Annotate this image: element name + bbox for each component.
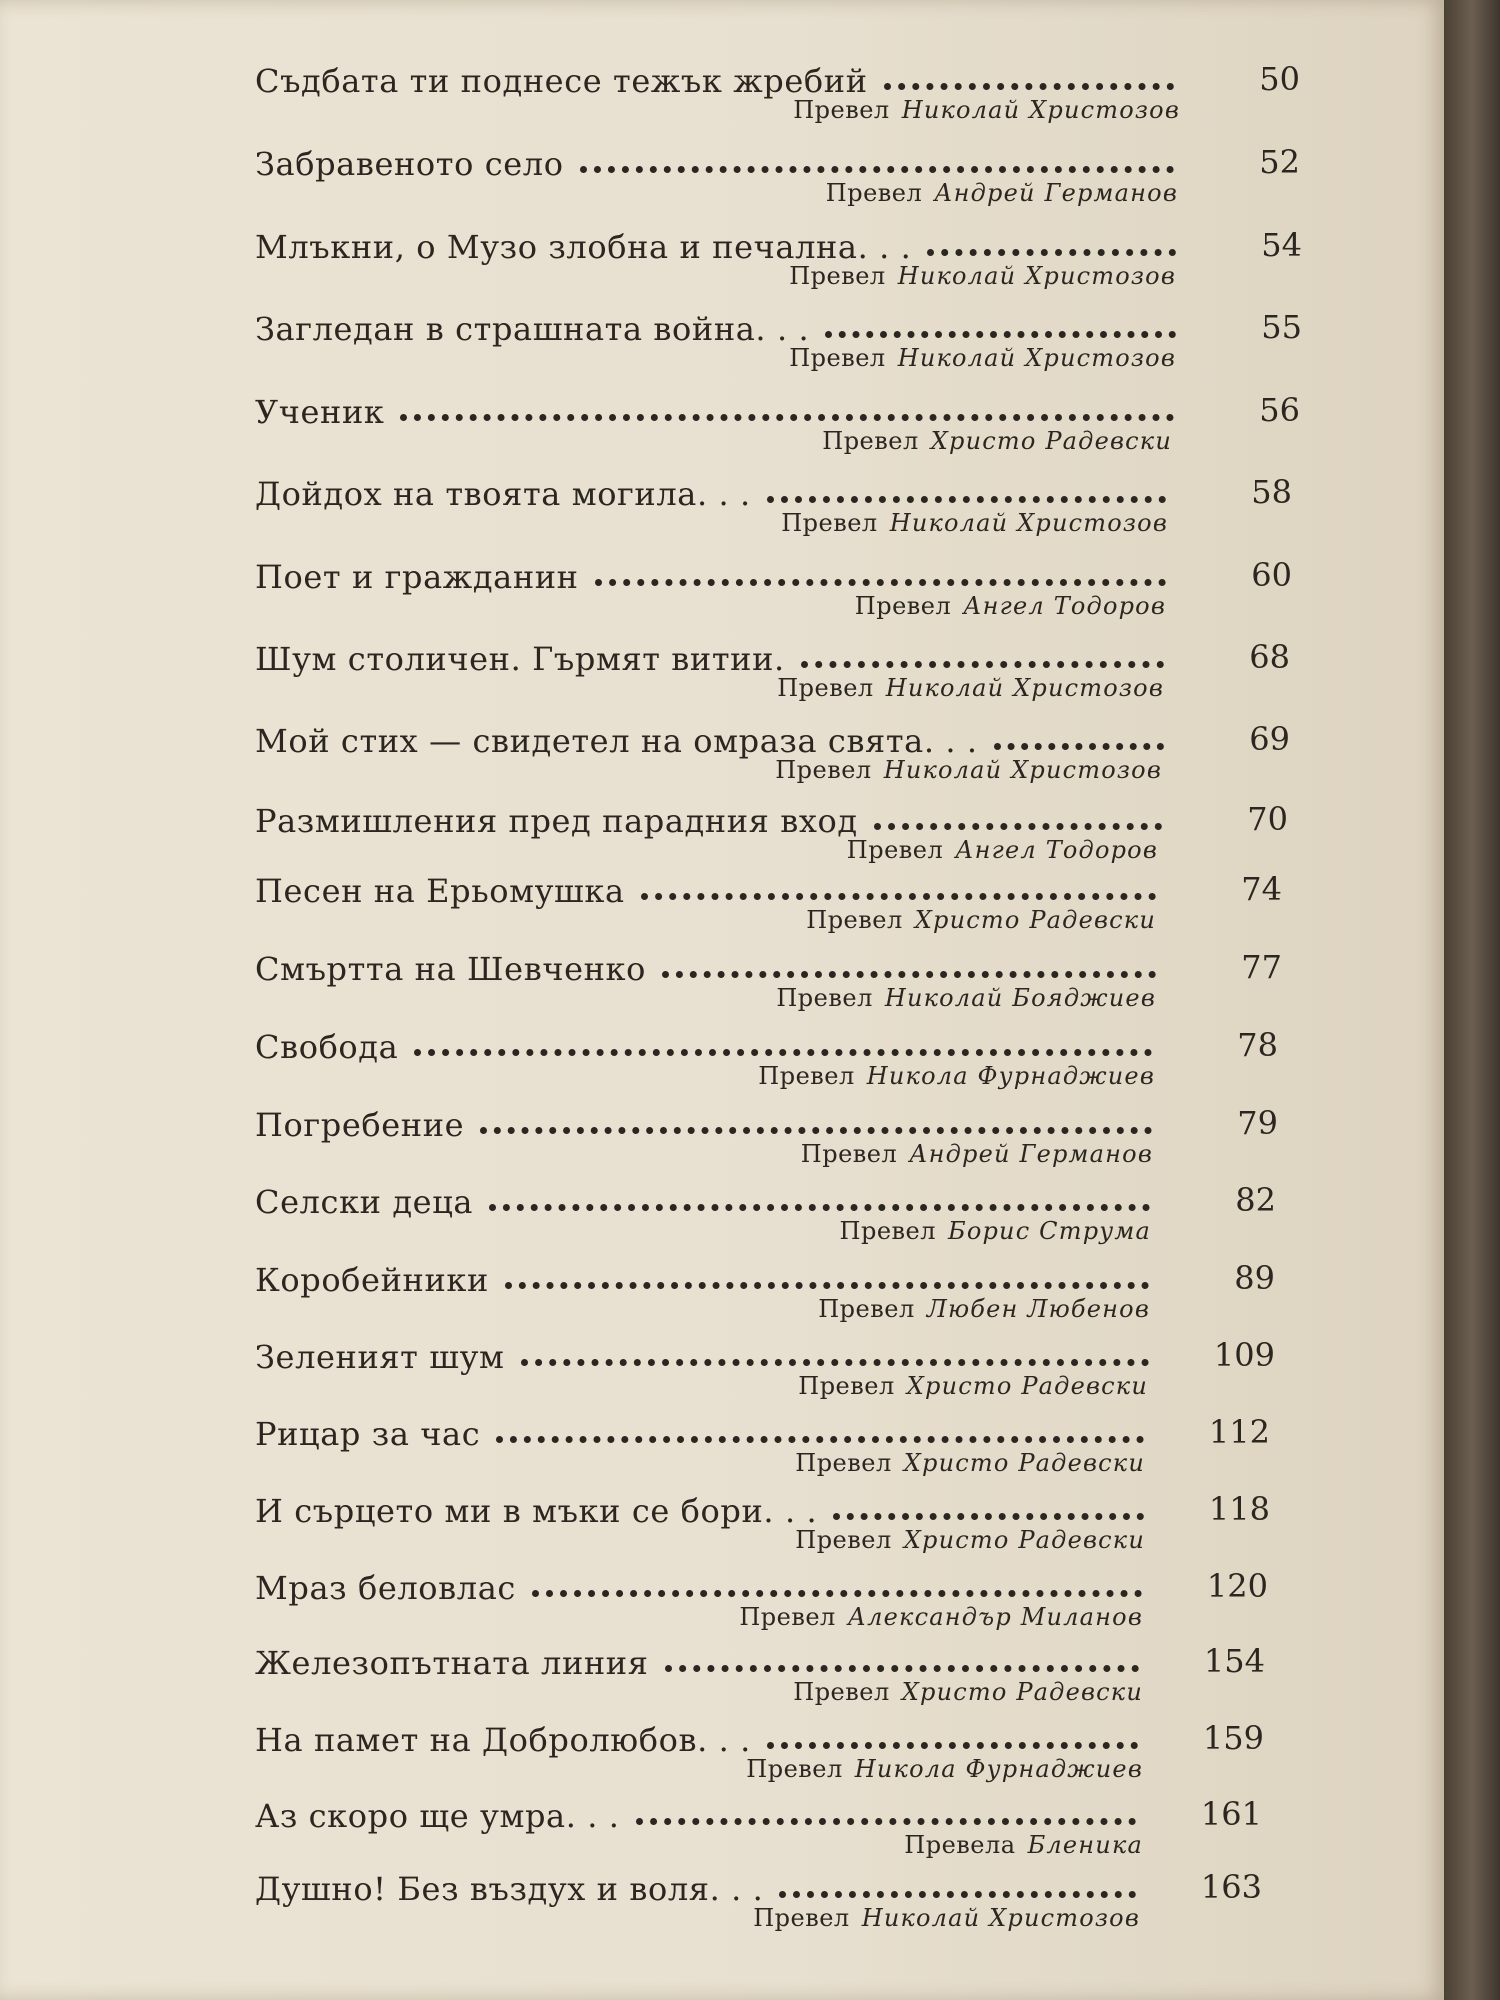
translator-credit bbox=[801, 1140, 1153, 1168]
toc-entry bbox=[0, 1249, 1444, 1329]
toc-entry bbox=[0, 790, 1444, 870]
translator-label: Превел bbox=[793, 96, 890, 124]
toc-entry bbox=[0, 381, 1444, 461]
page-number: 82 bbox=[1235, 1181, 1276, 1219]
translator-credit bbox=[806, 906, 1156, 934]
toc-entry-row bbox=[255, 1632, 1155, 1682]
toc-entry bbox=[0, 1557, 1444, 1637]
page-number: 74 bbox=[1241, 870, 1282, 908]
toc-entry bbox=[0, 216, 1444, 296]
translator-credit bbox=[746, 1755, 1143, 1783]
toc-entry bbox=[0, 133, 1444, 213]
toc-entry-row bbox=[255, 546, 1182, 596]
page-number: 60 bbox=[1251, 556, 1292, 594]
dot-leader bbox=[665, 1657, 1139, 1672]
dot-leader bbox=[505, 1274, 1149, 1289]
translator-label: Превел bbox=[789, 344, 886, 372]
page-number: 161 bbox=[1200, 1795, 1262, 1833]
toc-entry-row bbox=[255, 1557, 1158, 1607]
entry-title: Загледан в страшната война. . . bbox=[255, 310, 810, 348]
toc-entry bbox=[0, 1858, 1444, 1938]
translator-credit bbox=[789, 344, 1176, 372]
translator-name: Николай Бояджиев bbox=[884, 984, 1156, 1012]
entry-title: Коробейники bbox=[255, 1261, 489, 1299]
translator-label: Превел bbox=[746, 1755, 843, 1783]
translator-credit bbox=[776, 984, 1156, 1012]
entry-title: Забравеното село bbox=[255, 145, 564, 183]
entry-title: Дойдох на твоята могила. . . bbox=[255, 475, 751, 513]
translator-name: Бленика bbox=[1027, 1831, 1143, 1859]
toc-entry-row bbox=[255, 216, 1192, 266]
entry-title: Железопътната линия bbox=[255, 1644, 649, 1682]
translator-label: Превел bbox=[846, 836, 944, 864]
toc-entry-row bbox=[255, 1480, 1160, 1530]
toc-entry bbox=[0, 1632, 1444, 1712]
translator-name: Николай Христозов bbox=[861, 1904, 1140, 1932]
translator-credit bbox=[789, 262, 1176, 290]
dot-leader bbox=[521, 1351, 1149, 1366]
entry-title: Мраз беловлас bbox=[255, 1569, 516, 1607]
entry-title: Мой стих — свидетел на омраза свята. . . bbox=[255, 722, 978, 760]
toc-entry bbox=[0, 1403, 1444, 1483]
dot-leader bbox=[994, 735, 1164, 750]
toc-entry-row bbox=[255, 1785, 1152, 1835]
translator-credit bbox=[739, 1603, 1143, 1631]
toc-entry bbox=[0, 1785, 1444, 1865]
dot-leader bbox=[927, 241, 1176, 256]
toc-entry bbox=[0, 1171, 1444, 1251]
translator-name: Христо Радевски bbox=[903, 1526, 1145, 1554]
toc-entry-row bbox=[255, 1249, 1165, 1299]
dot-leader bbox=[636, 1810, 1136, 1825]
dot-leader bbox=[662, 963, 1156, 978]
translator-name: Николай Христозов bbox=[901, 96, 1180, 124]
entry-title: Рицар за час bbox=[255, 1415, 481, 1453]
toc-entry bbox=[0, 1094, 1444, 1174]
entry-title: Съдбата ти поднесе тежък жребий bbox=[255, 62, 868, 100]
dot-leader bbox=[884, 75, 1174, 90]
toc-entry bbox=[0, 546, 1444, 626]
dot-leader bbox=[779, 1883, 1136, 1898]
dot-leader bbox=[801, 653, 1164, 668]
entry-title: Душно! Без въздух и воля. . . bbox=[255, 1870, 764, 1908]
dot-leader bbox=[833, 1505, 1144, 1520]
translator-credit bbox=[753, 1904, 1140, 1932]
page-number: 163 bbox=[1200, 1868, 1262, 1906]
translator-credit bbox=[793, 96, 1180, 124]
toc-entry bbox=[0, 1709, 1444, 1789]
page-number: 52 bbox=[1259, 143, 1300, 181]
page-number: 58 bbox=[1251, 473, 1292, 511]
toc-entry-row bbox=[255, 463, 1182, 513]
entry-title: Селски деца bbox=[255, 1183, 474, 1221]
toc-entry bbox=[0, 1480, 1444, 1560]
translator-name: Андрей Германов bbox=[934, 179, 1178, 207]
translator-name: Ангел Тодоров bbox=[963, 592, 1166, 620]
dot-leader bbox=[496, 1428, 1144, 1443]
translator-name: Никола Фурнаджиев bbox=[866, 1062, 1155, 1090]
entry-title: Свобода bbox=[255, 1028, 399, 1066]
translator-credit bbox=[904, 1831, 1143, 1859]
dot-leader bbox=[532, 1582, 1142, 1597]
translator-credit bbox=[775, 756, 1162, 784]
toc-entry-row bbox=[255, 1094, 1168, 1144]
dot-leader bbox=[641, 885, 1156, 900]
page-number: 112 bbox=[1208, 1413, 1270, 1451]
translator-credit bbox=[781, 509, 1168, 537]
dot-leader bbox=[595, 571, 1166, 586]
dot-leader bbox=[400, 406, 1174, 421]
translator-name: Любен Любенов bbox=[926, 1295, 1150, 1323]
translator-label: Превел bbox=[739, 1603, 836, 1631]
toc-entry-row bbox=[255, 50, 1190, 100]
dot-leader bbox=[489, 1196, 1150, 1211]
translator-name: Николай Христозов bbox=[883, 756, 1162, 784]
translator-name: Николай Христозов bbox=[897, 262, 1176, 290]
entry-title: Зеленият шум bbox=[255, 1338, 505, 1376]
page-number: 154 bbox=[1203, 1642, 1265, 1680]
translator-label: Превел bbox=[795, 1526, 892, 1554]
translator-name: Христо Радевски bbox=[901, 1678, 1143, 1706]
dot-leader bbox=[767, 488, 1166, 503]
toc-entry-row bbox=[255, 628, 1180, 678]
toc-entry-row bbox=[255, 1016, 1168, 1066]
toc-entry bbox=[0, 628, 1444, 708]
translator-credit bbox=[793, 1678, 1143, 1706]
translator-label: Превел bbox=[800, 1140, 898, 1168]
page-number: 78 bbox=[1237, 1026, 1278, 1064]
translator-label: Превел bbox=[825, 179, 923, 207]
toc-entry bbox=[0, 1326, 1444, 1406]
translator-label: Превел bbox=[795, 1449, 892, 1477]
translator-name: Никола Фурнаджиев bbox=[854, 1755, 1143, 1783]
translator-name: Николай Христозов bbox=[897, 344, 1176, 372]
page-number: 77 bbox=[1241, 948, 1282, 986]
translator-name: Христо Радевски bbox=[930, 427, 1172, 455]
translator-credit bbox=[840, 1217, 1151, 1245]
toc-entry-row bbox=[255, 1858, 1152, 1908]
translator-name: Христо Радевски bbox=[903, 1449, 1145, 1477]
entry-title: Аз скоро ще умра. . . bbox=[255, 1797, 620, 1835]
translator-label: Превел bbox=[758, 1062, 855, 1090]
toc-entry-row bbox=[255, 710, 1180, 760]
translator-credit bbox=[795, 1449, 1145, 1477]
dot-leader bbox=[825, 323, 1176, 338]
page-number: 55 bbox=[1261, 308, 1302, 346]
entry-title: Размишления пред парадния вход bbox=[255, 802, 858, 840]
entry-title: На памет на Добролюбов. . . bbox=[255, 1721, 751, 1759]
translator-name: Ангел Тодоров bbox=[955, 836, 1158, 864]
toc-entry bbox=[0, 710, 1444, 790]
toc-entry bbox=[0, 298, 1444, 378]
translator-label: Превел bbox=[798, 1372, 895, 1400]
translator-name: Христо Радевски bbox=[914, 906, 1156, 934]
toc-entry bbox=[0, 50, 1444, 130]
page-number: 120 bbox=[1206, 1567, 1268, 1605]
entry-title: Песен на Ерьомушка bbox=[255, 872, 625, 910]
translator-credit bbox=[798, 1372, 1148, 1400]
translator-name: Александър Миланов bbox=[847, 1603, 1143, 1631]
translator-label: Превел bbox=[839, 1217, 936, 1245]
translator-credit bbox=[758, 1062, 1155, 1090]
page-number: 50 bbox=[1259, 60, 1300, 98]
translator-name: Николай Христозов bbox=[885, 674, 1164, 702]
translator-name: Николай Христозов bbox=[889, 509, 1168, 537]
page-number: 56 bbox=[1259, 391, 1300, 429]
toc-entry bbox=[0, 860, 1444, 940]
dot-leader bbox=[767, 1734, 1138, 1749]
book-spine-edge bbox=[1444, 0, 1500, 2000]
translator-credit bbox=[855, 592, 1166, 620]
toc-entry bbox=[0, 1016, 1444, 1096]
entry-title: Поет и гражданин bbox=[255, 558, 579, 596]
toc-entry-row bbox=[255, 790, 1178, 840]
toc-entry-row bbox=[255, 860, 1172, 910]
entry-title: Шум столичен. Гърмят витии. bbox=[255, 640, 785, 678]
entry-title: Погребение bbox=[255, 1106, 465, 1144]
page-number: 118 bbox=[1208, 1490, 1270, 1528]
translator-label: Превел bbox=[793, 1678, 890, 1706]
translator-label: Превел bbox=[854, 592, 952, 620]
page-number: 159 bbox=[1202, 1719, 1264, 1757]
translator-label: Превел bbox=[818, 1295, 915, 1323]
toc-entry bbox=[0, 938, 1444, 1018]
translator-name: Христо Радевски bbox=[906, 1372, 1148, 1400]
page-number: 79 bbox=[1237, 1104, 1278, 1142]
toc-entry bbox=[0, 463, 1444, 543]
page-number: 109 bbox=[1213, 1336, 1275, 1374]
page-number: 54 bbox=[1261, 226, 1302, 264]
entry-title: И сърцето ми в мъки се бори. . . bbox=[255, 1492, 818, 1530]
translator-label: Превел bbox=[781, 509, 878, 537]
toc-entry-row bbox=[255, 1709, 1154, 1759]
translator-label: Превел bbox=[822, 427, 919, 455]
translator-label: Превел bbox=[806, 906, 903, 934]
toc-entry-row bbox=[255, 1403, 1160, 1453]
translator-name: Андрей Германов bbox=[909, 1140, 1153, 1168]
translator-label: Превел bbox=[777, 674, 874, 702]
entry-title: Млъкни, о Музо злобна и печална. . . bbox=[255, 228, 912, 266]
translator-credit bbox=[822, 427, 1172, 455]
dot-leader bbox=[414, 1041, 1152, 1056]
page-number: 89 bbox=[1234, 1259, 1275, 1297]
translator-label: Превел bbox=[775, 756, 872, 784]
translator-name: Борис Струма bbox=[948, 1217, 1151, 1245]
page-number: 69 bbox=[1249, 720, 1290, 758]
dot-leader bbox=[480, 1119, 1152, 1134]
toc-entry-row bbox=[255, 938, 1172, 988]
translator-credit bbox=[777, 674, 1164, 702]
toc-entry-row bbox=[255, 1171, 1166, 1221]
toc-entry-row bbox=[255, 133, 1190, 183]
toc-entry-row bbox=[255, 381, 1190, 431]
page-number: 68 bbox=[1249, 638, 1290, 676]
entry-title: Ученик bbox=[255, 393, 385, 431]
translator-credit bbox=[826, 179, 1178, 207]
translator-label: Превел bbox=[753, 1904, 850, 1932]
dot-leader bbox=[874, 815, 1162, 830]
entry-title: Смъртта на Шевченко bbox=[255, 950, 647, 988]
translator-label: Превела bbox=[904, 1831, 1016, 1859]
toc-entry-row bbox=[255, 298, 1192, 348]
page-number: 70 bbox=[1247, 800, 1288, 838]
translator-credit bbox=[818, 1295, 1150, 1323]
toc-entry-row bbox=[255, 1326, 1165, 1376]
translator-credit bbox=[795, 1526, 1145, 1554]
translator-label: Превел bbox=[776, 984, 873, 1012]
dot-leader bbox=[580, 158, 1174, 173]
translator-label: Превел bbox=[789, 262, 886, 290]
